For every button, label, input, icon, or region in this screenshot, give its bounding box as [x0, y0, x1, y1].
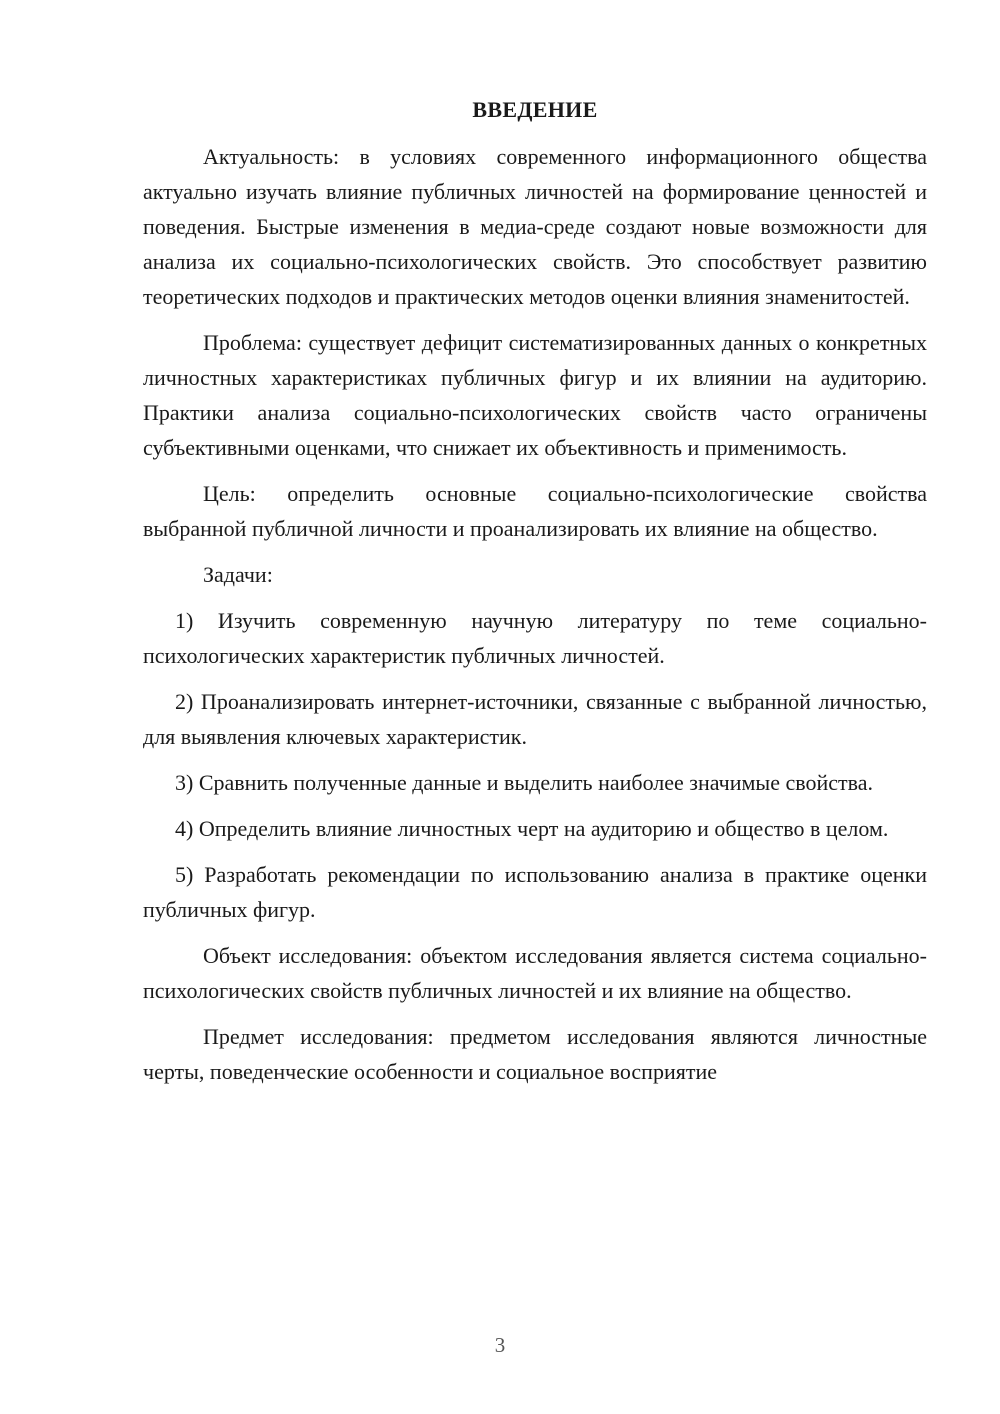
- task-item-1: 1) Изучить современную научную литературу по теме социально-психологических характеристик публичных личностей.: [143, 608, 927, 668]
- relevance-paragraph: Актуальность: в условиях современного информационного общества актуально изучать влияние публичных личностей на формирование ценностей и поведения. Быстрые изменения в медиа-среде создают новые возможности для анализа их социально-психологических свойств. Это способствует развитию теоретических подходов и практических методов оценки влияния знаменитостей.: [143, 144, 927, 309]
- object-paragraph: Объект исследования: объектом исследования является система социально-психологических свойств публичных личностей и их влияние на общество.: [143, 943, 927, 1003]
- tasks-label: Задачи:: [203, 562, 273, 587]
- section-heading: ВВЕДЕНИЕ: [472, 97, 598, 122]
- document-page: [143, 92, 927, 1100]
- task-item-4: 4) Определить влияние личностных черт на аудиторию и общество в целом.: [175, 816, 889, 841]
- page-number: 3: [494, 1333, 506, 1357]
- task-item-2: 2) Проанализировать интернет-источники, связанные с выбранной личностью, для выявления ключевых характеристик.: [143, 689, 927, 749]
- goal-paragraph: Цель: определить основные социально-психологические свойства выбранной публичной личности и проанализировать их влияние на общество.: [143, 481, 927, 541]
- task-item-3: 3) Сравнить полученные данные и выделить наиболее значимые свойства.: [175, 770, 873, 795]
- task-item-5: 5) Разработать рекомендации по использованию анализа в практике оценки публичных фигур.: [143, 862, 927, 922]
- subject-paragraph: Предмет исследования: предметом исследования являются личностные черты, поведенческие особенности и социальное восприятие: [143, 1024, 927, 1084]
- problem-paragraph: Проблема: существует дефицит систематизированных данных о конкретных личностных характеристиках публичных фигур и их влиянии на аудиторию. Практики анализа социально-психологических свойств часто ограничены субъективными оценками, что снижает их объективность и применимость.: [143, 330, 927, 460]
